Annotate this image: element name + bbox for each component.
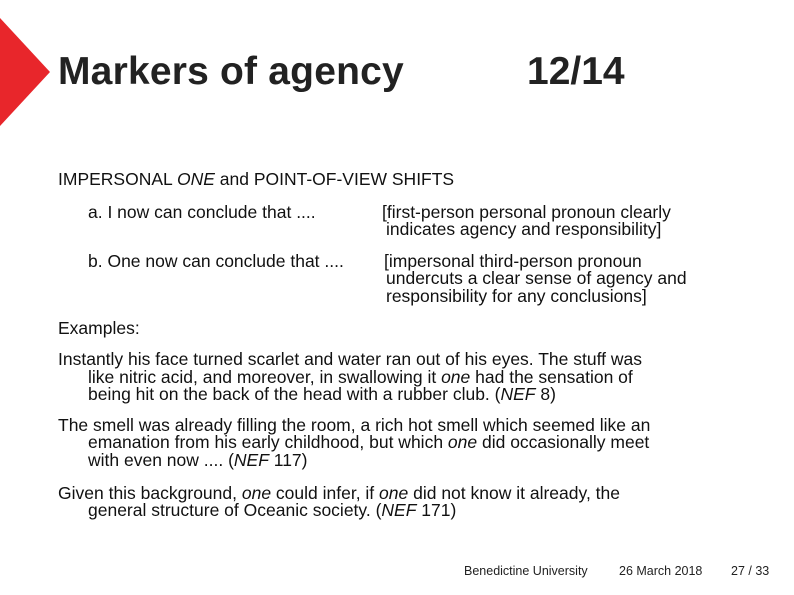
text-run: Given this background, (58, 483, 242, 503)
footer-page-number: 27 / 33 (731, 564, 770, 578)
example-2-line (88, 451, 308, 469)
text-run: did occasionally meet (477, 432, 650, 452)
text-run: 117) (268, 450, 308, 470)
heading-part: and POINT-OF-VIEW SHIFTS (214, 169, 455, 189)
footer-date: 26 March 2018 (619, 564, 703, 578)
item-a-sentence: a. I now can conclude that .... (88, 202, 316, 222)
text-run: 171) (416, 500, 457, 520)
text-run: being hit on the back of the head with a rubber club. ( (88, 384, 501, 404)
emphasis: NEF (233, 450, 269, 470)
slide-title: Markers of agency (58, 50, 404, 93)
emphasis: one (441, 367, 471, 387)
item-b-note-line: [impersonal third-person pronoun (384, 251, 642, 271)
item-b-note-line: responsibility for any conclusions] (386, 286, 647, 306)
examples-label: Examples: (58, 318, 140, 338)
example-1-line: Instantly his face turned scarlet and water ran out of his eyes. The stuff was (58, 349, 642, 369)
text-run: could infer, if (271, 483, 380, 503)
red-accent-triangle (0, 18, 50, 126)
emphasis: one (379, 483, 409, 503)
footer-institution: Benedictine University (464, 564, 588, 578)
heading-emphasis: ONE (176, 169, 215, 189)
section-heading (58, 170, 454, 188)
emphasis: one (241, 483, 272, 503)
emphasis: NEF (381, 500, 417, 520)
text-run: 8) (535, 384, 556, 404)
emphasis: one (447, 432, 478, 452)
text-run: emanation from his early childhood, but which (88, 432, 448, 452)
text-run: had the sensation of (470, 367, 633, 387)
example-3-line (88, 501, 456, 519)
text-run: like nitric acid, and moreover, in swallowing it (88, 367, 442, 387)
text-run: did not know it already, the (408, 483, 620, 503)
item-b-sentence: b. One now can conclude that .... (88, 251, 344, 271)
example-2-line: The smell was already filling the room, a rich hot smell which seemed like an (58, 415, 651, 435)
text-run: general structure of Oceanic society. ( (88, 500, 382, 520)
example-2-line (88, 433, 649, 451)
text-run: with even now .... ( (88, 450, 234, 470)
example-1-line (88, 385, 556, 403)
item-b-note-line: undercuts a clear sense of agency and (386, 268, 687, 288)
heading-part: IMPERSONAL (58, 169, 177, 189)
item-a-note-line: indicates agency and responsibility] (386, 219, 662, 239)
item-a-note-line: [first-person personal pronoun clearly (382, 202, 671, 222)
emphasis: NEF (500, 384, 536, 404)
slide-number: 12/14 (527, 50, 625, 93)
